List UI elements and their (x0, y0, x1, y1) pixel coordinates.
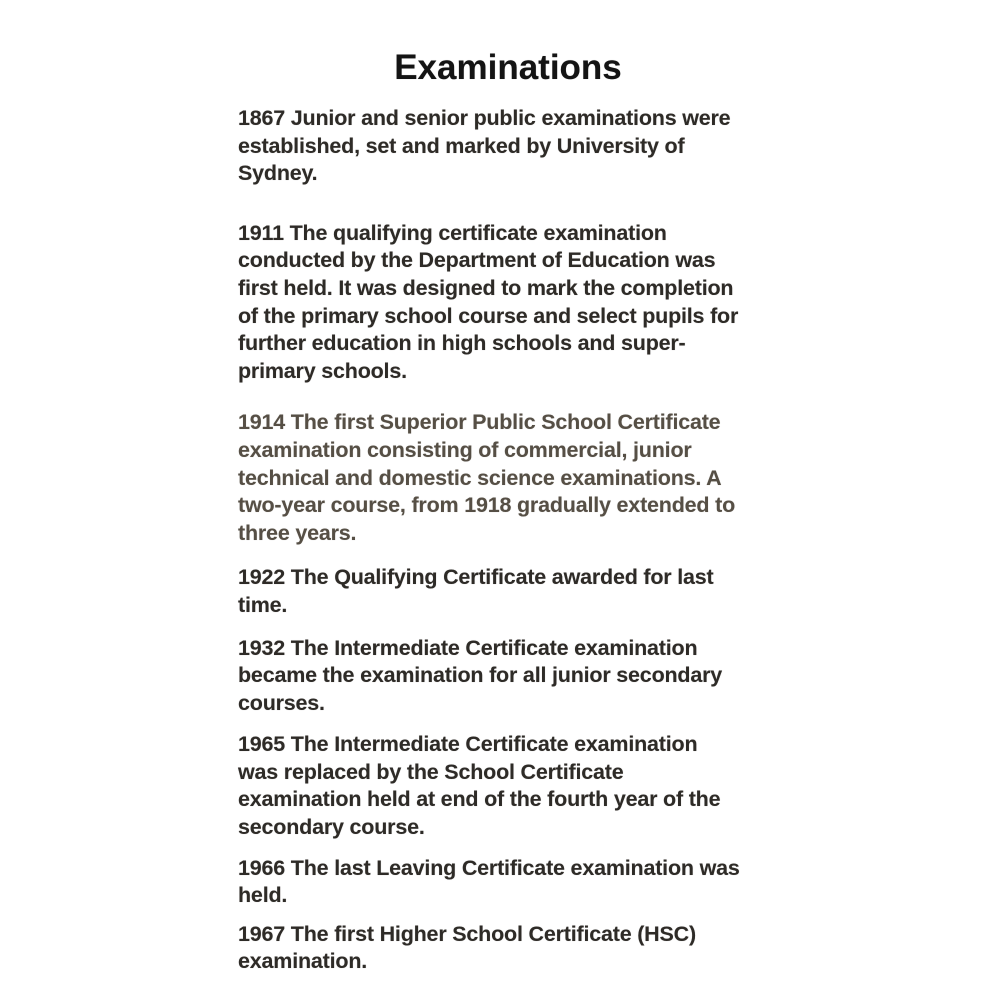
entry-line: 1967 The first Higher School Certificate (HSC) (238, 921, 696, 946)
entry-line: Sydney. (238, 161, 318, 186)
timeline-entry-1965 (238, 731, 778, 841)
entry-line: 1966 The last Leaving Certificate examination was (238, 855, 740, 880)
entry-line: 1932 The Intermediate Certificate examination (238, 635, 698, 660)
entry-line: became the examination for all junior secondary (238, 663, 723, 688)
entry-line: three years. (238, 520, 357, 545)
timeline-entry-1967 (238, 921, 778, 976)
timeline-entry-1922 (238, 564, 778, 619)
entry-line: 1914 The first Superior Public School Certificate (238, 410, 721, 435)
entry-line: examination consisting of commercial, junior (238, 437, 692, 462)
timeline-entry-1932 (238, 635, 778, 718)
entry-line: 1922 The Qualifying Certificate awarded for last (238, 565, 714, 590)
timeline-entry-1911 (238, 220, 778, 386)
entry-line: first held. It was designed to mark the completion (238, 275, 734, 300)
timeline-entry-1867 (238, 105, 778, 188)
entry-line: established, set and marked by University of (238, 133, 685, 158)
entry-line: time. (238, 592, 288, 617)
entry-line: technical and domestic science examinations. A (238, 465, 722, 490)
examinations-timeline (238, 105, 778, 976)
entry-line: conducted by the Department of Education was (238, 248, 716, 273)
entry-line: primary schools. (238, 358, 407, 383)
entry-line: further education in high schools and super- (238, 331, 686, 356)
timeline-entry-1966 (238, 855, 778, 910)
entry-line: was replaced by the School Certificate (238, 759, 624, 784)
entry-line: 1867 Junior and senior public examinations were (238, 106, 731, 130)
page-title: Examinations (394, 48, 622, 87)
entry-line: 1911 The qualifying certificate examination (238, 220, 667, 245)
entry-line: secondary course. (238, 815, 425, 840)
timeline-entry-1914 (238, 409, 778, 547)
entry-line: of the primary school course and select pupils for (238, 303, 739, 328)
entry-line: courses. (238, 690, 325, 715)
entry-line: two-year course, from 1918 gradually extended to (238, 493, 736, 518)
entry-line: examination. (238, 949, 368, 974)
entry-line: held. (238, 883, 288, 908)
entry-line: 1965 The Intermediate Certificate examination (238, 732, 698, 757)
entry-line: examination held at end of the fourth year of the (238, 787, 721, 812)
